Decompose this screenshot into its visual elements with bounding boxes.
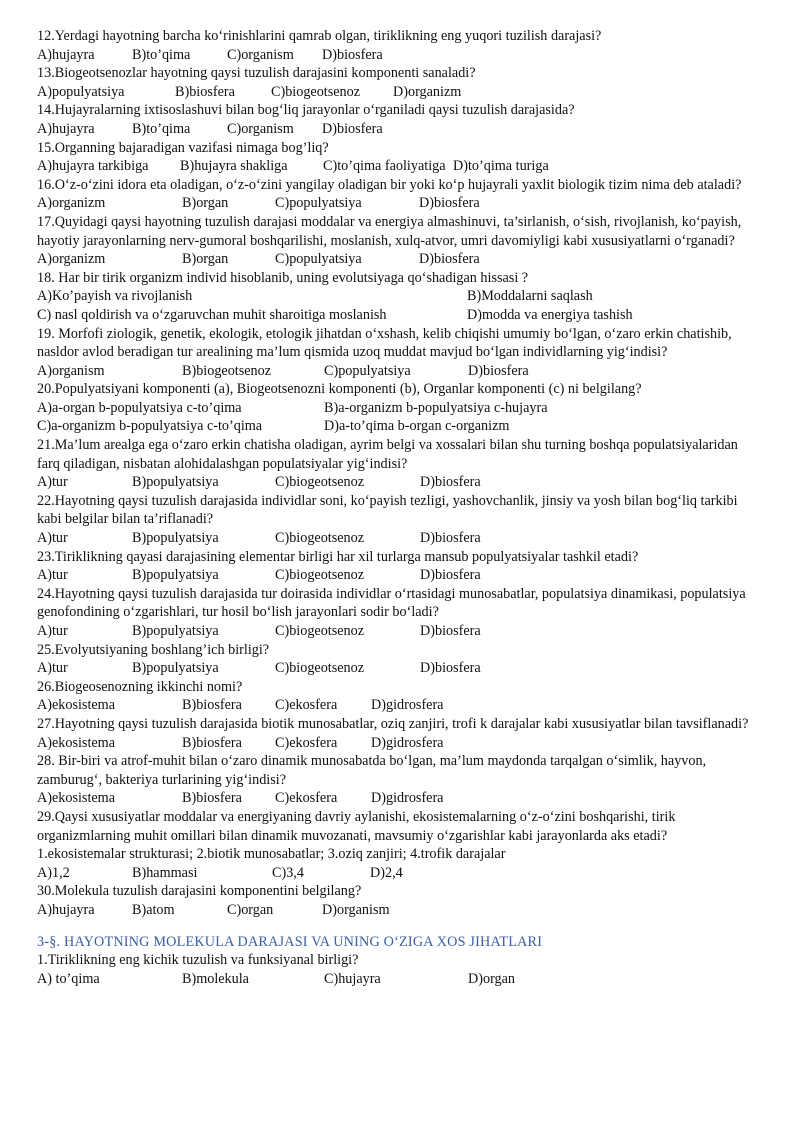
answer-option-c: C)ekosfera xyxy=(275,734,338,751)
question xyxy=(37,808,763,882)
answer-options xyxy=(37,83,763,102)
answer-option-d: D)organism xyxy=(322,901,390,918)
answer-option-c: C)biogeotsenoz xyxy=(275,623,365,639)
answer-options xyxy=(37,696,763,715)
answer-options xyxy=(37,970,763,989)
answer-option-a: A)tur xyxy=(37,623,68,639)
answer-option-c: C)biogeotsenoz xyxy=(275,567,365,584)
answer-option-b: B)populyatsiya xyxy=(132,623,219,639)
question-text: 19. Morfofi ziologik, genetik, ekologik, etologik jihatdan o‘xshash, kelib chiqishi umumiy bo‘lgan, o‘zaro erkin chatishib, nasldor avlod beradigan tur arealining ma’lum qismida uzoq muddat mavjud bo‘lgan individlarning yig‘indisi? xyxy=(37,325,732,361)
answer-option-a: A)hujayra xyxy=(37,901,95,918)
answer-option-a: A)tur xyxy=(37,660,68,677)
answer-option-b: B)biosfera xyxy=(175,83,235,100)
question-18 xyxy=(37,269,763,325)
answer-option-d: D)2,4 xyxy=(370,864,403,881)
answer-option-b: B)populyatsiya xyxy=(132,660,219,677)
question xyxy=(37,641,763,678)
answer-option-c: C)biogeotsenoz xyxy=(275,530,365,547)
answer-options xyxy=(37,157,763,176)
answer-option-d: D)gidrosfera xyxy=(371,734,444,751)
answer-option-d: D)to’qima turiga xyxy=(453,158,549,175)
answer-options xyxy=(37,659,763,678)
question xyxy=(37,417,763,436)
question xyxy=(37,325,763,381)
answer-option-a: A)tur xyxy=(37,567,68,584)
answer-option-a: A)ekosistema xyxy=(37,734,116,751)
answer-option-b: B)to’qima xyxy=(132,46,191,63)
answer-option-d: D)gidrosfera xyxy=(371,697,444,714)
question-text: 18. Har bir tirik organizm individ hisoblanib, uning evolutsiyaga qo‘shadigan hissasi ? xyxy=(37,269,529,286)
answer-option-c: C)to’qima faoliyatiga xyxy=(323,158,446,175)
question-note: 1.ekosistemalar strukturasi; 2.biotik munosabatlar; 3.oziq zanjiri; 4.trofik darajalar xyxy=(37,846,506,863)
answer-options xyxy=(37,399,763,418)
answer-option-d: D)biosfera xyxy=(420,474,481,491)
question-text: 29.Qaysi xususiyatlar moddalar va energiyaning davriy aylanishi, ekosistemalarning o‘z-o‘zini boshqarishi, tirik organizmlarning muhit omillari bilan dinamik muvozanati, mavsumiy o‘zgarishlar kabi jarayonlarda aks etadi? xyxy=(37,808,676,844)
answer-option-d: D)biosfera xyxy=(419,195,480,212)
answer-option-c: C)populyatsiya xyxy=(275,195,362,212)
answer-option-b: B)organ xyxy=(182,195,229,212)
answer-option-b: B)organ xyxy=(182,251,229,268)
question-text: 14.Hujayralarning ixtisoslashuvi bilan bog‘liq jarayonlar o‘rganiladi qaysi tuzulish darajasida? xyxy=(37,102,575,119)
answer-option-c: C)biogeotsenoz xyxy=(275,660,365,677)
answer-options xyxy=(37,529,763,548)
question-block-1 xyxy=(37,27,763,269)
answer-option-b: D)a-to’qima b-organ c-organizm xyxy=(324,418,510,435)
answer-option-b: B)hujayra shakliga xyxy=(180,158,288,175)
question xyxy=(37,139,763,176)
answer-options xyxy=(37,864,763,883)
answer-option-a: A)1,2 xyxy=(37,864,70,881)
answer-option-c: C)organism xyxy=(227,120,294,137)
answer-option-b: B)biosfera xyxy=(182,734,242,751)
answer-options xyxy=(37,566,763,585)
answer-option-c: C)populyatsiya xyxy=(275,251,362,268)
answer-option-c: C)organ xyxy=(227,901,274,918)
answer-option-d: D)organizm xyxy=(393,83,462,100)
answer-option-b: B)populyatsiya xyxy=(132,474,219,491)
question-text: 30.Molekula tuzulish darajasini komponentini belgilang? xyxy=(37,883,362,900)
question xyxy=(37,715,763,752)
answer-options xyxy=(37,120,763,139)
answer-option-c: C)populyatsiya xyxy=(324,362,411,379)
answer-option-d: D)gidrosfera xyxy=(371,790,444,807)
answer-options xyxy=(37,194,763,213)
answer-option-d: D)modda va energiya tashish xyxy=(467,306,633,323)
section-gap xyxy=(37,920,763,933)
answer-option-a: A)ekosistema xyxy=(37,790,116,807)
answer-option-c: C) nasl qoldirish va o‘zgaruvchan muhit sharoitiga moslanish xyxy=(37,306,387,323)
question-text: 15.Organning bajaradigan vazifasi nimaga bog’liq? xyxy=(37,139,329,156)
answer-option-a: A)a-organ b-populyatsiya c-to’qima xyxy=(37,399,242,416)
question xyxy=(37,585,763,641)
answer-option-d: D)biosfera xyxy=(322,120,383,137)
answer-option-c: C)ekosfera xyxy=(275,790,338,807)
question xyxy=(37,176,763,213)
answer-options xyxy=(37,473,763,492)
question-text: 1.Tiriklikning eng kichik tuzulish va funksiyanal birligi? xyxy=(37,952,359,969)
answer-option-b: B)to’qima xyxy=(132,120,191,137)
question-text: 24.Hayotning qaysi tuzulish darajasida tur doirasida individlar o‘rtasidagi munosabatlar, populatsiya dinamikasi, populatsiya genofondining o‘zgarishlari, tur hosil bo‘lish jarayonlari sodir bo‘ladi? xyxy=(37,585,746,621)
answer-option-b: B)hammasi xyxy=(132,864,198,881)
section-title: 3-§. HAYOTNING MOLEKULA DARAJASI VA UNING O‘ZIGA XOS JIHATLARI xyxy=(37,933,543,950)
question xyxy=(37,548,763,585)
answer-option-d: D)biosfera xyxy=(420,623,481,639)
answer-options xyxy=(37,622,763,641)
question-text: 26.Biogeosenozning ikkinchi nomi? xyxy=(37,678,243,695)
answer-option-c: C)ekosfera xyxy=(275,697,338,714)
answer-option-a: A)organizm xyxy=(37,251,106,268)
question-text: 23.Tiriklikning qayasi darajasining elementar birligi har xil turlarga mansub populyatsiyalar tashkil etadi? xyxy=(37,548,639,565)
question xyxy=(37,492,763,548)
answer-option-d: D)organ xyxy=(468,970,516,987)
question-text: 25.Evolyutsiyaning boshlang’ich birligi? xyxy=(37,641,270,658)
answer-option-c: C)organism xyxy=(227,46,294,63)
answer-option-a: A)populyatsiya xyxy=(37,83,125,100)
question xyxy=(37,213,763,269)
answer-option-c: C)biogeotsenoz xyxy=(275,474,365,491)
question xyxy=(37,380,763,417)
question-text: 28. Bir-biri va atrof-muhit bilan o‘zaro dinamik munosabatda bo‘lgan, ma’lum maydonda tarqalgan o‘simlik, hayvon, zamburug‘, bakteriya turlarining yig‘indisi? xyxy=(37,753,707,788)
answer-options xyxy=(37,417,763,436)
answer-options xyxy=(37,362,763,381)
answer-option-a: A)organism xyxy=(37,362,105,379)
answer-option-a: A)Ko’payish va rivojlanish xyxy=(37,288,193,305)
answer-option-a: A)tur xyxy=(37,530,68,547)
answer-option-a: A)hujayra tarkibiga xyxy=(37,158,149,175)
answer-option-d: D)biosfera xyxy=(322,46,383,63)
answer-option-b: B)Moddalarni saqlash xyxy=(467,288,593,305)
answer-option-d: D)biosfera xyxy=(420,567,481,584)
question-text: 17.Quyidagi qaysi hayotning tuzulish darajasi moddalar va energiya almashinuvi, ta’sirlanish, o‘sish, rivojlanish, ko‘payish, hayotiy jarayonlarning nerv-gumoral boshqarilishi, moslanish, xulq-atvor, umri davomiyligi kabi xususiyatlarni o‘rganadi? xyxy=(37,213,742,249)
answer-option-a: A) to’qima xyxy=(37,970,100,987)
answer-option-b: B)biogeotsenoz xyxy=(182,362,272,379)
answer-option-a: A)ekosistema xyxy=(37,697,116,714)
document-page xyxy=(37,27,763,988)
answer-options xyxy=(37,250,763,269)
question xyxy=(37,27,763,64)
question xyxy=(37,64,763,101)
answer-options xyxy=(37,901,763,920)
answer-option-b: B)atom xyxy=(132,901,175,918)
answer-option-d: D)biosfera xyxy=(420,530,481,547)
answer-option-d: D)biosfera xyxy=(420,660,481,677)
answer-option-b: B)biosfera xyxy=(182,790,242,807)
answer-option-b: B)molekula xyxy=(182,970,249,987)
answer-options xyxy=(37,734,763,753)
answer-option-d: D)biosfera xyxy=(468,362,529,379)
answer-option-a: A)hujayra xyxy=(37,120,95,137)
section xyxy=(37,933,763,989)
answer-option-b: B)populyatsiya xyxy=(132,530,219,547)
answer-option-c: C)hujayra xyxy=(324,970,381,987)
answer-option-a: A)organizm xyxy=(37,195,106,212)
question-text: 16.O‘z-o‘zini idora eta oladigan, o‘z-o‘zini yangilay oladigan bir yoki ko‘p hujayrali yaxlit biologik tizim nima deb ataladi? xyxy=(37,176,742,193)
answer-option-a: C)a-organizm b-populyatsiya c-to’qima xyxy=(37,418,263,435)
answer-option-b: B)biosfera xyxy=(182,697,242,714)
answer-option-c: C)biogeotsenoz xyxy=(271,83,361,100)
answer-options xyxy=(37,46,763,65)
question-text: 20.Populyatsiyani komponenti (a), Biogeotsenozni komponenti (b), Organlar komponenti (c) ni belgilang? xyxy=(37,381,642,398)
answer-option-a: A)tur xyxy=(37,474,68,491)
answer-option-c: C)3,4 xyxy=(272,864,304,881)
question-text: 12.Yerdagi hayotning barcha ko‘rinishlarini qamrab olgan, tiriklikning eng yuqori tuzilish darajasi? xyxy=(37,28,602,44)
answer-options xyxy=(37,306,763,325)
answer-option-a: A)hujayra xyxy=(37,46,95,63)
question xyxy=(37,752,763,808)
question-text: 21.Ma’lum arealga ega o‘zaro erkin chatisha oladigan, ayrim belgi va xossalari bilan shu turning boshqa populatsiyalaridan farq qiladigan, nisbatan alohidalashgan populatsiyalar yig‘indisi? xyxy=(37,437,738,472)
question-block-2 xyxy=(37,325,763,920)
question xyxy=(37,436,763,492)
answer-option-d: D)biosfera xyxy=(419,251,480,268)
question-text: 13.Biogeotsenozlar hayotning qaysi tuzulish darajasini komponenti sanaladi? xyxy=(37,65,476,82)
answer-option-b: B)populyatsiya xyxy=(132,567,219,584)
question xyxy=(37,101,763,138)
question xyxy=(37,882,763,919)
answer-option-b: B)a-organizm b-populyatsiya c-hujayra xyxy=(324,399,548,416)
question-text: 27.Hayotning qaysi tuzulish darajasida biotik munosabatlar, oziq zanjiri, trofi k darajalar kabi xususiyatlar bilan tavsiflanadi? xyxy=(37,715,749,732)
question xyxy=(37,678,763,715)
question-text: 22.Hayotning qaysi tuzulish darajasida individlar soni, ko‘payish tezligi, yashovchanlik, jinsiy va yosh bilan bog‘liq tarkibi kabi belgilar bilan ta’riflanadi? xyxy=(37,492,738,528)
answer-options xyxy=(37,789,763,808)
answer-options xyxy=(37,287,763,306)
